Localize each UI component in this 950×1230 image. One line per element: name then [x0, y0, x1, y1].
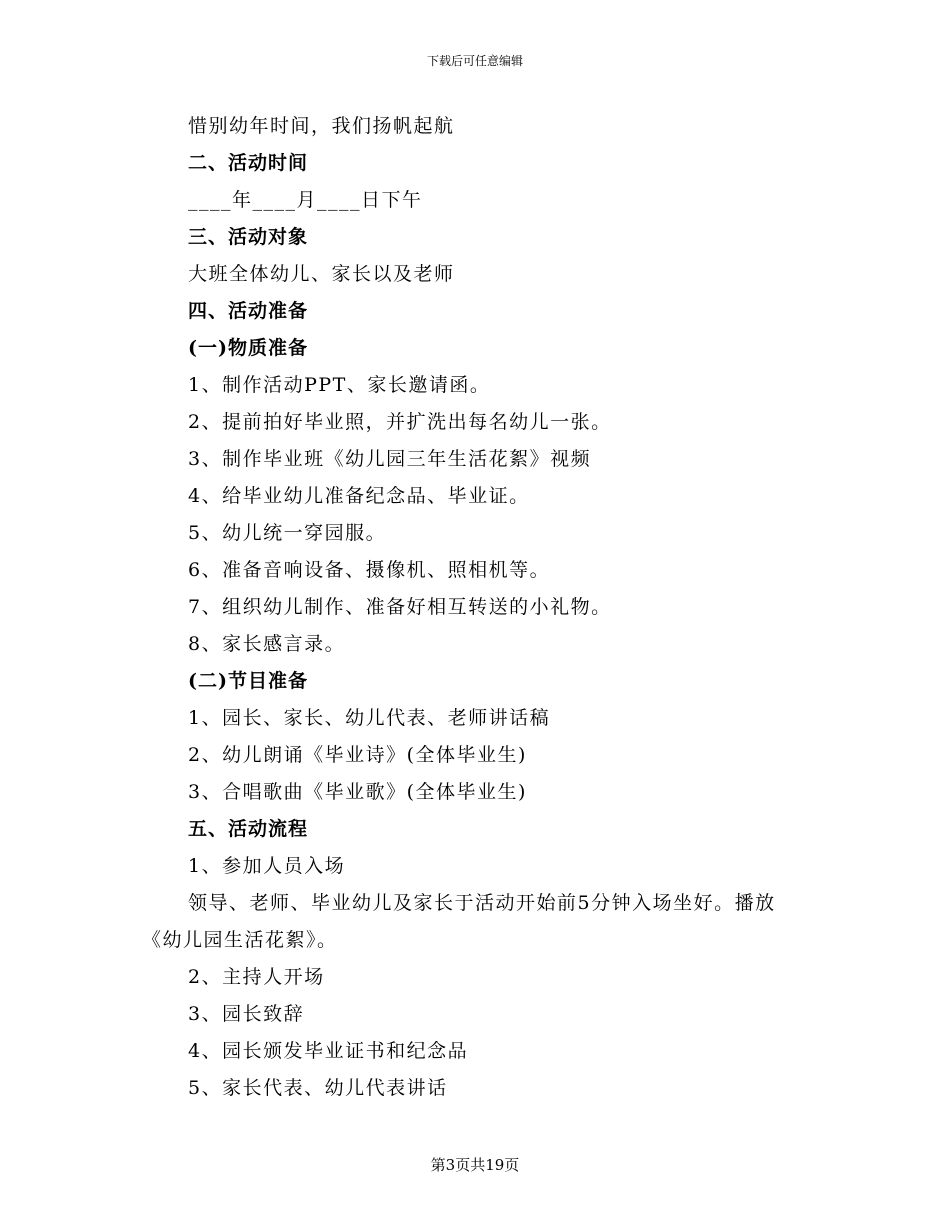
text-line: 大班全体幼儿、家长以及老师: [188, 263, 455, 285]
document-body: [142, 108, 812, 1107]
list-item: 4、给毕业幼儿准备纪念品、毕业证。: [188, 485, 530, 507]
list-item: 5、幼儿统一穿园服。: [188, 522, 387, 544]
list-item: 4、园长颁发毕业证书和纪念品: [188, 1040, 469, 1062]
list-item: 2、提前拍好毕业照，并扩洗出每名幼儿一张。: [188, 411, 612, 433]
list-item: 2、主持人开场: [188, 966, 325, 988]
section-heading: 二、活动时间: [188, 152, 309, 174]
subsection-heading: (二)节目准备: [188, 670, 308, 692]
list-item: 1、园长、家长、幼儿代表、老师讲话稿: [188, 707, 551, 729]
list-item: 3、合唱歌曲《毕业歌》(全体毕业生): [188, 781, 527, 803]
list-item: 3、制作毕业班《幼儿园三年生活花絮》视频: [188, 448, 592, 470]
section-heading: 三、活动对象: [188, 226, 309, 248]
list-item: 6、准备音响设备、摄像机、照相机等。: [188, 559, 551, 581]
list-item: 3、园长致辞: [188, 1003, 305, 1025]
list-item: 7、组织幼儿制作、准备好相互转送的小礼物。: [188, 596, 612, 618]
list-item: 8、家长感言录。: [188, 633, 346, 655]
list-item: 5、家长代表、幼儿代表讲话: [188, 1077, 448, 1099]
list-item: 1、制作活动PPT、家长邀请函。: [188, 374, 491, 396]
section-heading: 四、活动准备: [188, 300, 309, 322]
subsection-heading: (一)物质准备: [188, 337, 308, 359]
text-line: 惜别幼年时间，我们扬帆起航: [188, 115, 455, 137]
list-item: 2、幼儿朗诵《毕业诗》(全体毕业生): [188, 744, 527, 766]
list-item: 1、参加人员入场: [188, 855, 346, 877]
text-line: ____年____月____日下午: [188, 189, 423, 211]
page-header: 下载后可任意编辑: [426, 54, 523, 68]
section-heading: 五、活动流程: [188, 818, 309, 840]
body-paragraph: 领导、老师、毕业幼儿及家长于活动开始前5分钟入场坐好。播放《幼儿园生活花絮》。: [142, 892, 776, 951]
page-footer: 第3页共19页: [430, 1156, 520, 1174]
